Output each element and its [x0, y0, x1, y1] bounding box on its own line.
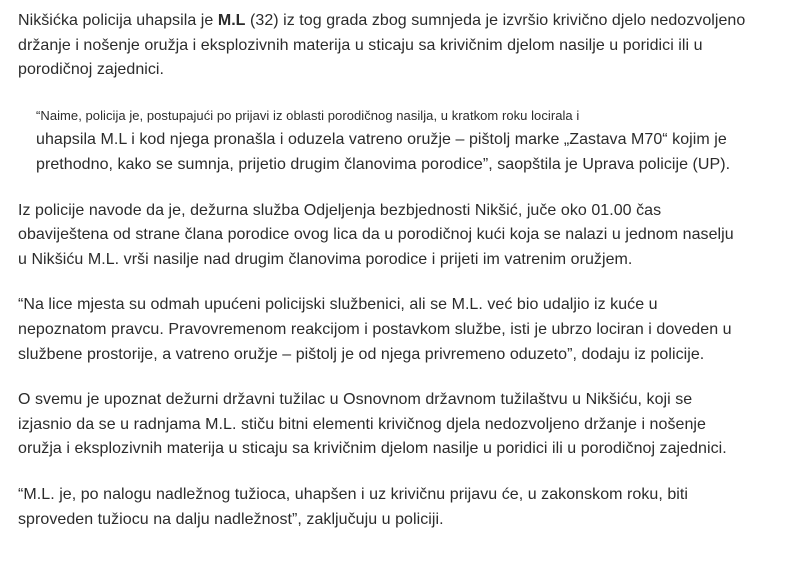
- suspect-initials: M.L: [217, 12, 246, 29]
- paragraph-6-line-2: sproveden tužiocu na dalju nadležnost”, zaključuju u policiji.: [18, 510, 444, 528]
- paragraph-1-line-1: [18, 9, 786, 34]
- paragraph-1-line-2: držanje i nošenje oružja i eksplozivnih materija u sticaju sa krivičnim djelom nasilje u poridici ili u: [18, 36, 703, 54]
- paragraph-5: [18, 388, 786, 462]
- paragraph-4-line-2: nepoznatom pravcu. Pravovremenom reakcijom i postavkom službe, isti je ubrzo lociran i doveden u: [18, 320, 732, 338]
- paragraph-2-line-3: prethodno, kako se sumnja, prijetio drugim članovima porodice”, saopštila je Uprava policije (UP).: [36, 155, 731, 173]
- paragraph-6-line-1: “M.L. je, po nalogu nadležnog tužioca, uhapšen i uz krivičnu prijavu će, u zakonskom roku, biti: [18, 485, 688, 503]
- paragraph-5-line-2: izjasnio da se u radnjama M.L. stiču bitni elementi krivičnog djela nedozvoljeno držanje i nošenje: [18, 415, 706, 433]
- paragraph-2-line-2: uhapsila M.L i kod njega pronašla i oduzela vatreno oružje – pištolj marke „Zastava M70“ kojim je: [36, 131, 727, 149]
- paragraph-1-text-start: Nikšićka policija uhapsila je: [18, 12, 218, 29]
- paragraph-2-line-1: “Naime, policija je, postupajući po prijavi iz oblasti porodičnog nasilja, u kratkom roku locirala i: [36, 107, 580, 123]
- paragraph-1-line-3: porodičnoj zajednici.: [18, 61, 165, 79]
- paragraph-4-line-3: službene prostorije, a vatreno oružje – pištolj je od njega privremeno oduzeto”, dodaju iz policije.: [18, 345, 705, 363]
- paragraph-3: [18, 199, 786, 273]
- paragraph-3-line-2: obaviještena od strane člana porodice ovog lica da u porodičnoj kući koja se nalazi u jednom naselju: [18, 226, 734, 244]
- paragraph-5-line-3: oružja i eksplozivnih materija u sticaju sa krivičnim djelom nasilje u poridici ili u porodičnoj zajednici.: [18, 440, 727, 458]
- paragraph-1: [18, 9, 786, 83]
- paragraph-1-text-rest: (32) iz tog grada zbog sumnjeda je izvršio krivično djelo nedozvoljeno: [245, 12, 746, 29]
- paragraph-3-line-3: u Nikšiću M.L. vrši nasilje nad drugim članovima porodice i prijeti im vatrenim oružjem.: [18, 250, 633, 268]
- paragraph-2-quote: [18, 104, 786, 178]
- paragraph-4-quote: [18, 293, 786, 367]
- paragraph-3-line-1: Iz policije navode da je, dežurna služba Odjeljenja bezbjednosti Nikšić, juče oko 01.00 čas: [18, 201, 662, 219]
- paragraph-4-line-1: “Na lice mjesta su odmah upućeni policijski službenici, ali se M.L. već bio udaljio iz kuće u: [18, 296, 658, 314]
- paragraph-6-quote: [18, 483, 786, 532]
- paragraph-5-line-1: O svemu je upoznat dežurni državni tužilac u Osnovnom državnom tužilaštvu u Nikšiću, koji se: [18, 391, 693, 409]
